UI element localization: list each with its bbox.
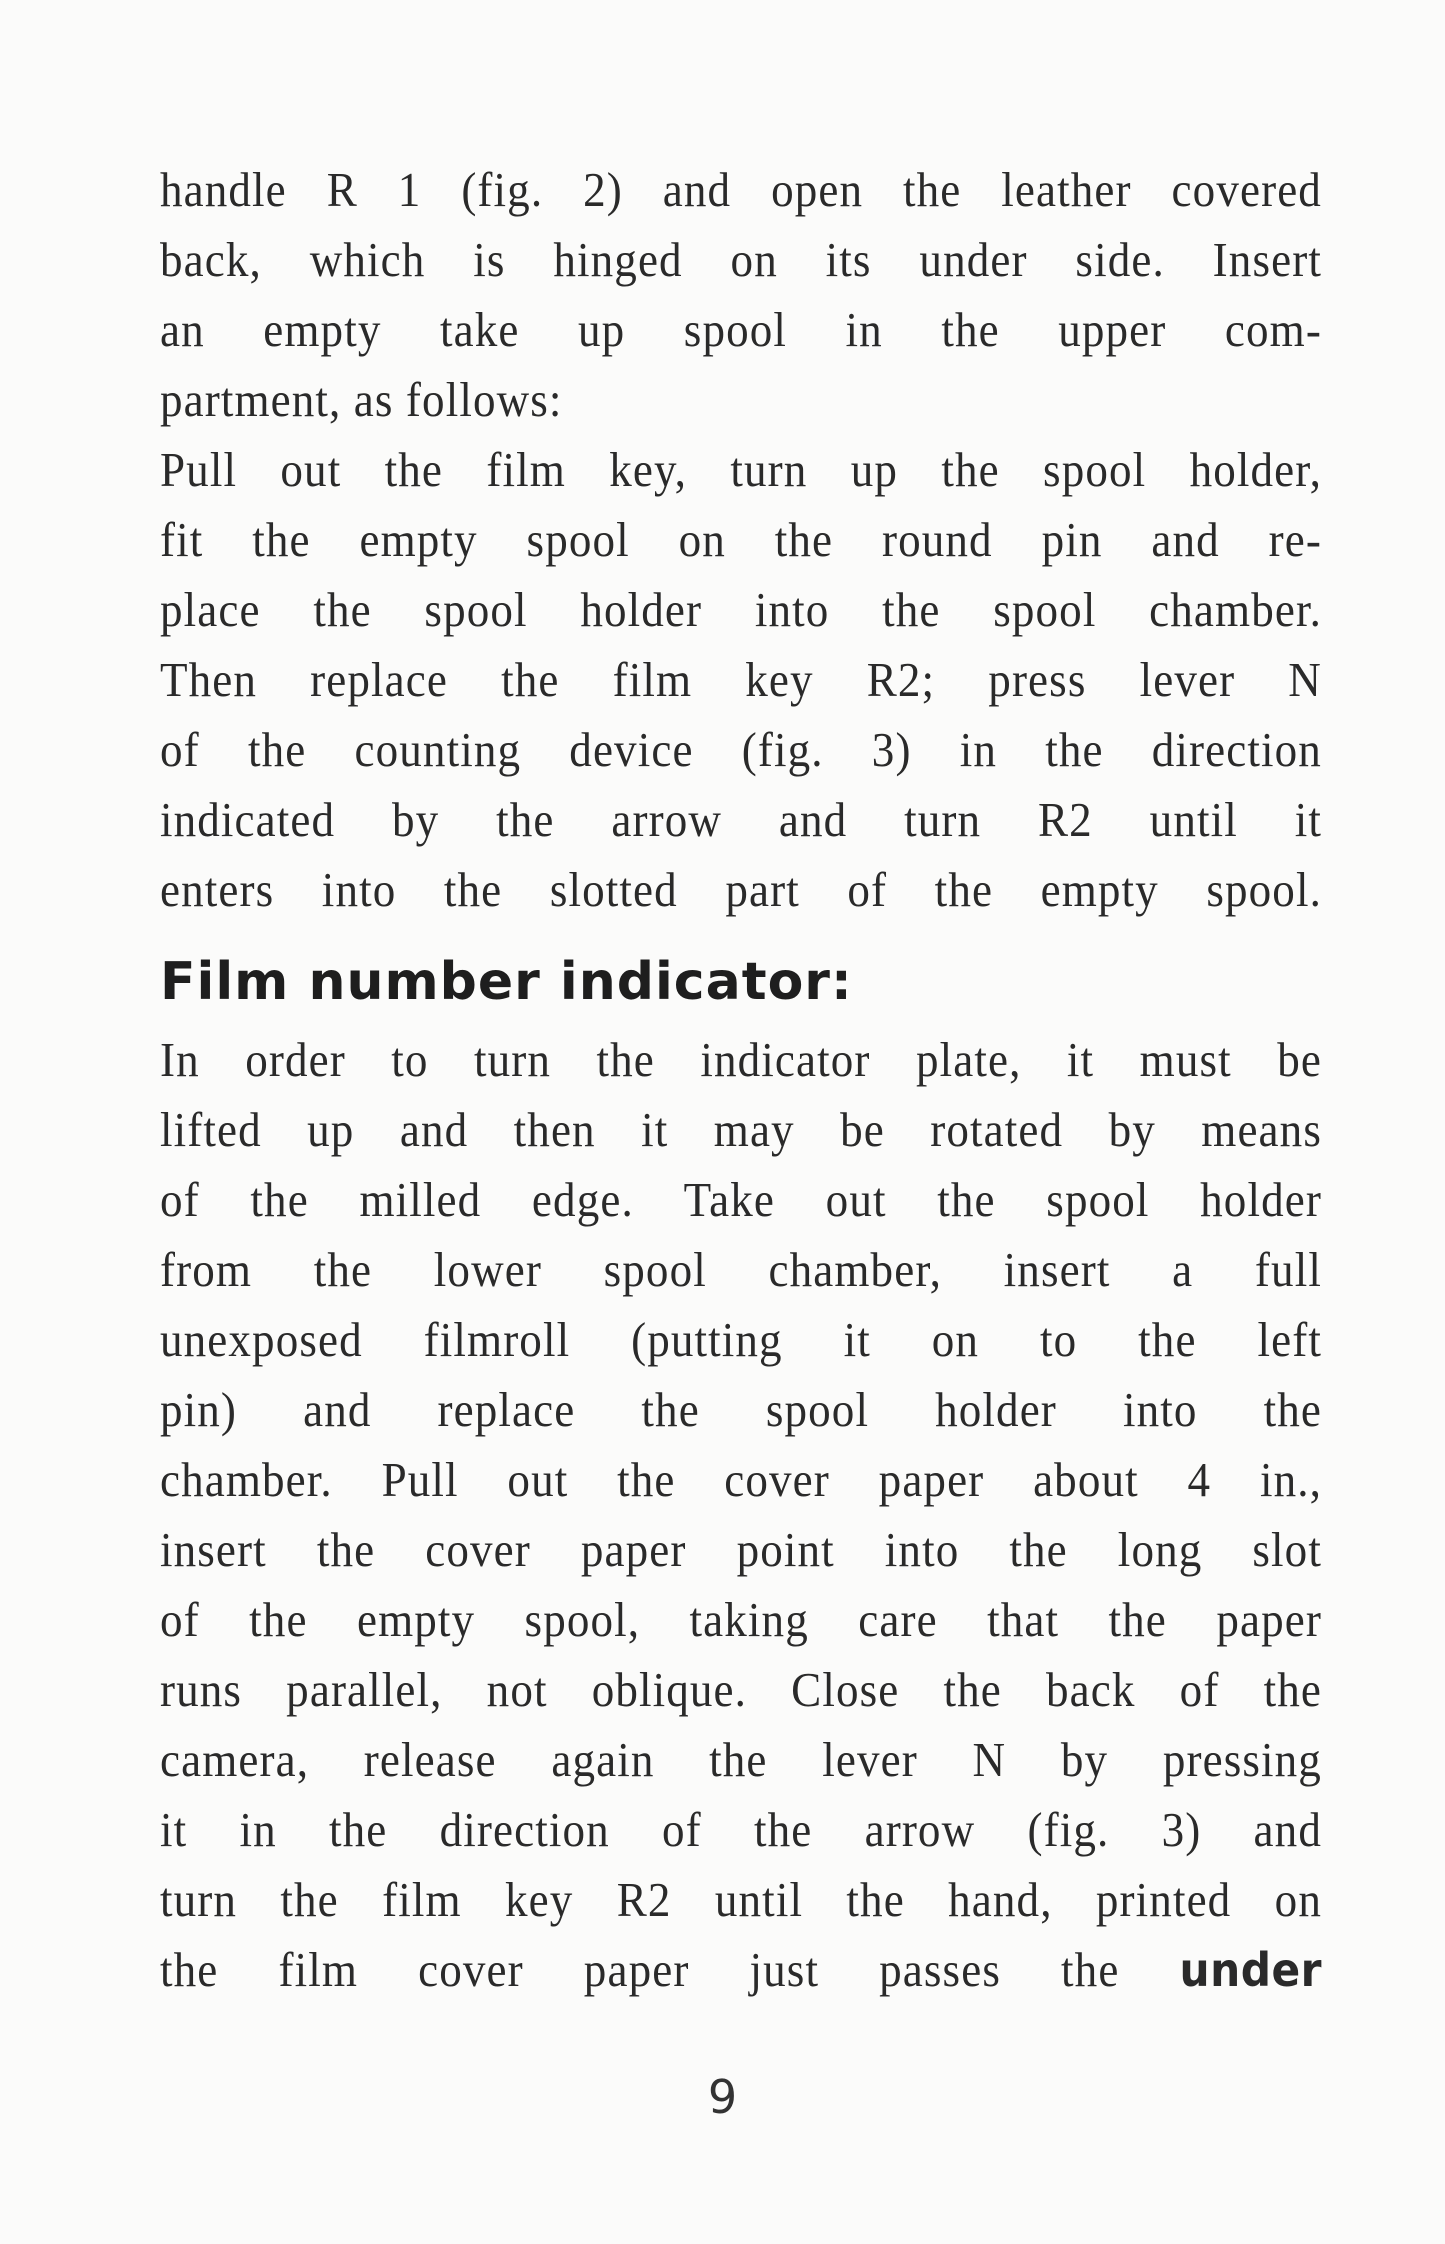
- text-line: In order to turn the indicator plate, it must be: [160, 1032, 1322, 1087]
- text-line: turn the film key R2 until the hand, printed on: [160, 1872, 1322, 1927]
- text-line: lifted up and then it may be rotated by means: [160, 1102, 1322, 1157]
- page-body: [160, 155, 1322, 2005]
- text-line: Pull out the film key, turn up the spool holder,: [160, 442, 1322, 497]
- text-line: an empty take up spool in the upper com-: [160, 302, 1322, 357]
- text-line: partment, as follows:: [160, 372, 563, 427]
- text-line: of the counting device (fig. 3) in the direction: [160, 722, 1322, 777]
- text-line: fit the empty spool on the round pin and re-: [160, 512, 1322, 567]
- text-line: chamber. Pull out the cover paper about 4 in.,: [160, 1452, 1322, 1507]
- paragraph-3: [160, 1025, 1322, 2005]
- text-line: runs parallel, not oblique. Close the back of the: [160, 1662, 1322, 1717]
- text-line: it in the direction of the arrow (fig. 3) and: [160, 1802, 1322, 1857]
- emphasized-word: under: [1179, 1943, 1322, 1997]
- text-line: back, which is hinged on its under side. Insert: [160, 232, 1322, 287]
- text-line: handle R 1 (fig. 2) and open the leather covered: [160, 162, 1322, 217]
- text-line: from the lower spool chamber, insert a full: [160, 1242, 1322, 1297]
- text-line: indicated by the arrow and turn R2 until it: [160, 792, 1322, 847]
- text-line: of the empty spool, taking care that the paper: [160, 1592, 1322, 1647]
- text-line: unexposed filmroll (putting it on to the left: [160, 1312, 1322, 1367]
- text-line: camera, release again the lever N by pressing: [160, 1732, 1322, 1787]
- paragraph-2: [160, 435, 1322, 925]
- text-span: the film cover paper just passes the: [160, 1942, 1120, 1997]
- page-number: 9: [707, 2070, 738, 2124]
- text-line: insert the cover paper point into the long slot: [160, 1522, 1322, 1577]
- text-line: pin) and replace the spool holder into the: [160, 1382, 1322, 1437]
- text-line-last: [160, 1935, 1322, 2005]
- text-line: Then replace the film key R2; press lever N: [160, 652, 1322, 707]
- text-line: enters into the slotted part of the empty spool.: [160, 862, 1322, 917]
- paragraph-1: [160, 155, 1322, 435]
- text-line: place the spool holder into the spool chamber.: [160, 582, 1322, 637]
- section-heading: Film number indicator:: [160, 952, 853, 1012]
- text-line: of the milled edge. Take out the spool holder: [160, 1172, 1322, 1227]
